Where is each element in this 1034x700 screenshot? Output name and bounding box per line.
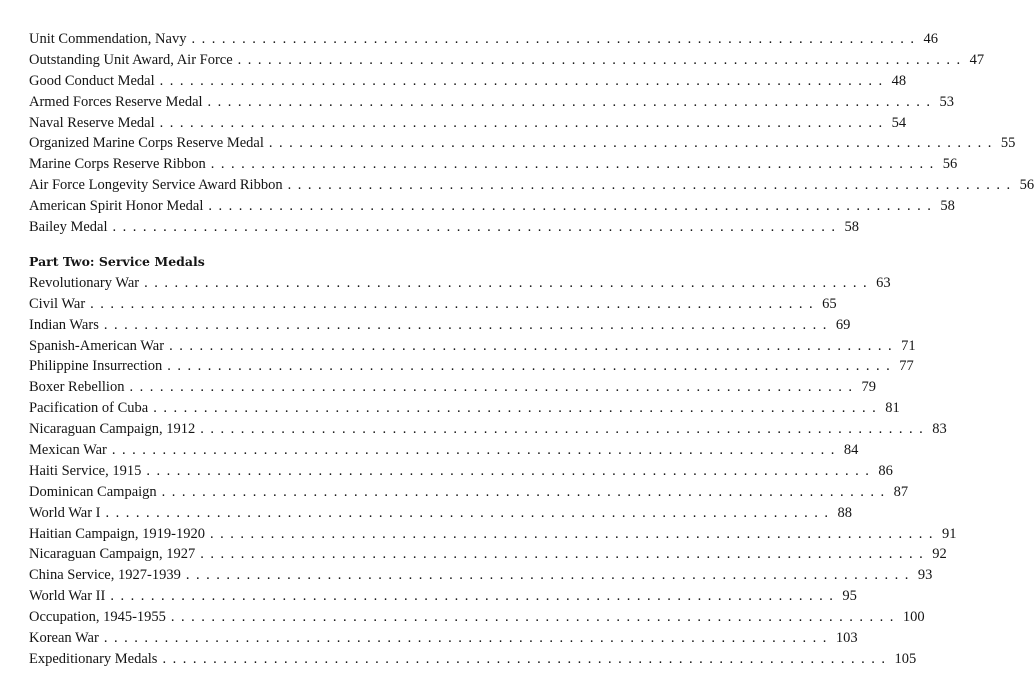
- toc-entry: [29, 175, 1034, 196]
- toc-entry-page: 87: [893, 483, 909, 500]
- toc-entry-page: 55: [1000, 135, 1016, 152]
- dot-leader: ........................................................................: [170, 609, 900, 626]
- toc-entry-title: Armed Forces Reserve Medal: [29, 93, 203, 110]
- toc-entry-title: World War II: [29, 588, 106, 605]
- toc-entry: [29, 133, 1016, 154]
- toc-entry: [29, 217, 860, 238]
- toc-entry-page: 56: [1019, 177, 1034, 194]
- toc-entry-page: 77: [899, 358, 914, 375]
- toc-entry: [29, 649, 917, 670]
- toc-entry-title: Organized Marine Corps Reserve Medal: [29, 135, 264, 152]
- toc-entry: [29, 71, 907, 92]
- toc-entry: [29, 482, 909, 503]
- toc-entry: [29, 419, 947, 440]
- toc-entry: [29, 196, 955, 217]
- toc-entry: [29, 294, 837, 315]
- dot-leader: ........................................................................: [207, 93, 937, 110]
- dot-leader: ........................................................................: [103, 630, 833, 647]
- toc-entry-title: Marine Corps Reserve Ribbon: [29, 156, 206, 173]
- toc-entry: [29, 336, 916, 357]
- toc-entry-title: Unit Commendation, Navy: [29, 31, 187, 47]
- dot-leader: ........................................................................: [103, 316, 833, 333]
- dot-leader: ........................................................................: [200, 421, 930, 438]
- dot-leader: ........................................................................: [209, 525, 939, 542]
- toc-entry-page: 91: [941, 525, 957, 542]
- toc-entry-page: 54: [891, 114, 907, 131]
- toc-entry-page: 46: [923, 31, 938, 47]
- dot-leader: ........................................................................: [129, 379, 859, 396]
- table-of-contents-page: [29, 29, 1034, 670]
- dot-leader: ........................................................................: [161, 483, 891, 500]
- toc-entry-title: Nicaraguan Campaign, 1912: [29, 421, 196, 438]
- toc-entry-title: Spanish-American War: [29, 337, 165, 354]
- toc-entry-page: 103: [835, 630, 858, 647]
- toc-entry-page: 71: [901, 337, 916, 354]
- toc-entry-page: 95: [842, 588, 857, 605]
- toc-entry-title: Dominican Campaign: [29, 483, 157, 500]
- toc-entry-title: Nicaraguan Campaign, 1927: [29, 546, 196, 563]
- dot-leader: ........................................................................: [144, 274, 874, 291]
- toc-entry-page: 58: [844, 219, 860, 236]
- toc-entry-page: 65: [822, 295, 837, 312]
- dot-leader: ........................................................................: [167, 358, 897, 375]
- toc-entry-page: 53: [939, 93, 955, 110]
- toc-entry: [29, 524, 957, 545]
- toc-entry-title: Naval Reserve Medal: [29, 114, 155, 131]
- toc-entry: [29, 607, 925, 628]
- toc-entry: [29, 29, 938, 50]
- toc-entry-title: China Service, 1927-1939: [29, 567, 181, 584]
- dot-leader: ........................................................................: [169, 337, 899, 354]
- dot-leader: ........................................................................: [185, 567, 915, 584]
- toc-entry: [29, 92, 955, 113]
- toc-entry-title: Good Conduct Medal: [29, 72, 155, 89]
- toc-entry-title: Korean War: [29, 630, 99, 647]
- dot-leader: ........................................................................: [146, 462, 876, 479]
- toc-entry-page: 86: [878, 462, 893, 479]
- toc-entry-title: Haiti Service, 1915: [29, 462, 142, 479]
- dot-leader: ........................................................................: [287, 177, 1017, 194]
- toc-entry: [29, 398, 900, 419]
- dot-leader: ........................................................................: [159, 114, 889, 131]
- toc-entry-title: Pacification of Cuba: [29, 400, 149, 417]
- toc-entry-page: 84: [843, 442, 859, 459]
- toc-entry-page: 92: [932, 546, 947, 563]
- toc-entry-page: 56: [942, 156, 958, 173]
- toc-entry: [29, 628, 858, 649]
- dot-leader: ........................................................................: [237, 51, 967, 68]
- toc-entry: [29, 586, 857, 607]
- toc-entry-title: Air Force Longevity Service Award Ribbon: [29, 177, 283, 194]
- toc-entry-title: Occupation, 1945-1955: [29, 609, 166, 626]
- toc-entry-title: Haitian Campaign, 1919-1920: [29, 525, 205, 542]
- toc-entry: [29, 50, 985, 71]
- dot-leader: ........................................................................: [191, 31, 921, 47]
- dot-leader: ........................................................................: [105, 504, 835, 521]
- part-two-list: [29, 273, 957, 670]
- dot-leader: ........................................................................: [208, 198, 938, 215]
- part-one-list: [29, 29, 1034, 238]
- toc-entry-page: 58: [940, 198, 955, 215]
- toc-entry-page: 105: [894, 650, 917, 667]
- toc-entry-page: 79: [861, 379, 876, 396]
- toc-entry: [29, 440, 859, 461]
- toc-entry-title: World War I: [29, 504, 101, 521]
- dot-leader: ........................................................................: [200, 546, 930, 563]
- toc-entry-title: Outstanding Unit Award, Air Force: [29, 51, 233, 68]
- toc-entry-title: Indian Wars: [29, 316, 99, 333]
- toc-entry-title: Revolutionary War: [29, 274, 140, 291]
- toc-entry: [29, 315, 851, 336]
- toc-entry: [29, 377, 876, 398]
- toc-entry: [29, 154, 958, 175]
- toc-entry-page: 83: [932, 421, 947, 438]
- dot-leader: ........................................................................: [162, 650, 892, 667]
- toc-entry: [29, 356, 914, 377]
- toc-entry-page: 88: [837, 504, 852, 521]
- toc-entry: [29, 565, 933, 586]
- dot-leader: ........................................................................: [159, 72, 889, 89]
- dot-leader: ........................................................................: [111, 442, 841, 459]
- section-heading: Part Two: Service Medals: [29, 253, 205, 269]
- toc-entry-title: Bailey Medal: [29, 219, 108, 236]
- toc-entry-page: 81: [885, 400, 900, 417]
- dot-leader: ........................................................................: [110, 588, 840, 605]
- toc-entry: [29, 461, 893, 482]
- toc-entry-title: American Spirit Honor Medal: [29, 198, 204, 215]
- toc-entry-title: Boxer Rebellion: [29, 379, 125, 396]
- dot-leader: ........................................................................: [153, 400, 883, 417]
- toc-entry-page: 93: [917, 567, 933, 584]
- toc-entry: [29, 273, 891, 294]
- toc-entry-title: Expeditionary Medals: [29, 650, 158, 667]
- dot-leader: ........................................................................: [268, 135, 998, 152]
- dot-leader: ........................................................................: [112, 219, 842, 236]
- dot-leader: ........................................................................: [90, 295, 820, 312]
- toc-entry: [29, 544, 947, 565]
- toc-entry-page: 63: [876, 274, 891, 291]
- toc-entry-title: Civil War: [29, 295, 86, 312]
- toc-entry-page: 100: [902, 609, 925, 626]
- toc-entry: [29, 503, 852, 524]
- dot-leader: ........................................................................: [210, 156, 940, 173]
- toc-entry: [29, 113, 907, 134]
- toc-entry-title: Mexican War: [29, 442, 107, 459]
- toc-entry-page: 69: [835, 316, 851, 333]
- toc-entry-page: 48: [891, 72, 907, 89]
- toc-entry-page: 47: [969, 51, 985, 68]
- toc-entry-title: Philippine Insurrection: [29, 358, 163, 375]
